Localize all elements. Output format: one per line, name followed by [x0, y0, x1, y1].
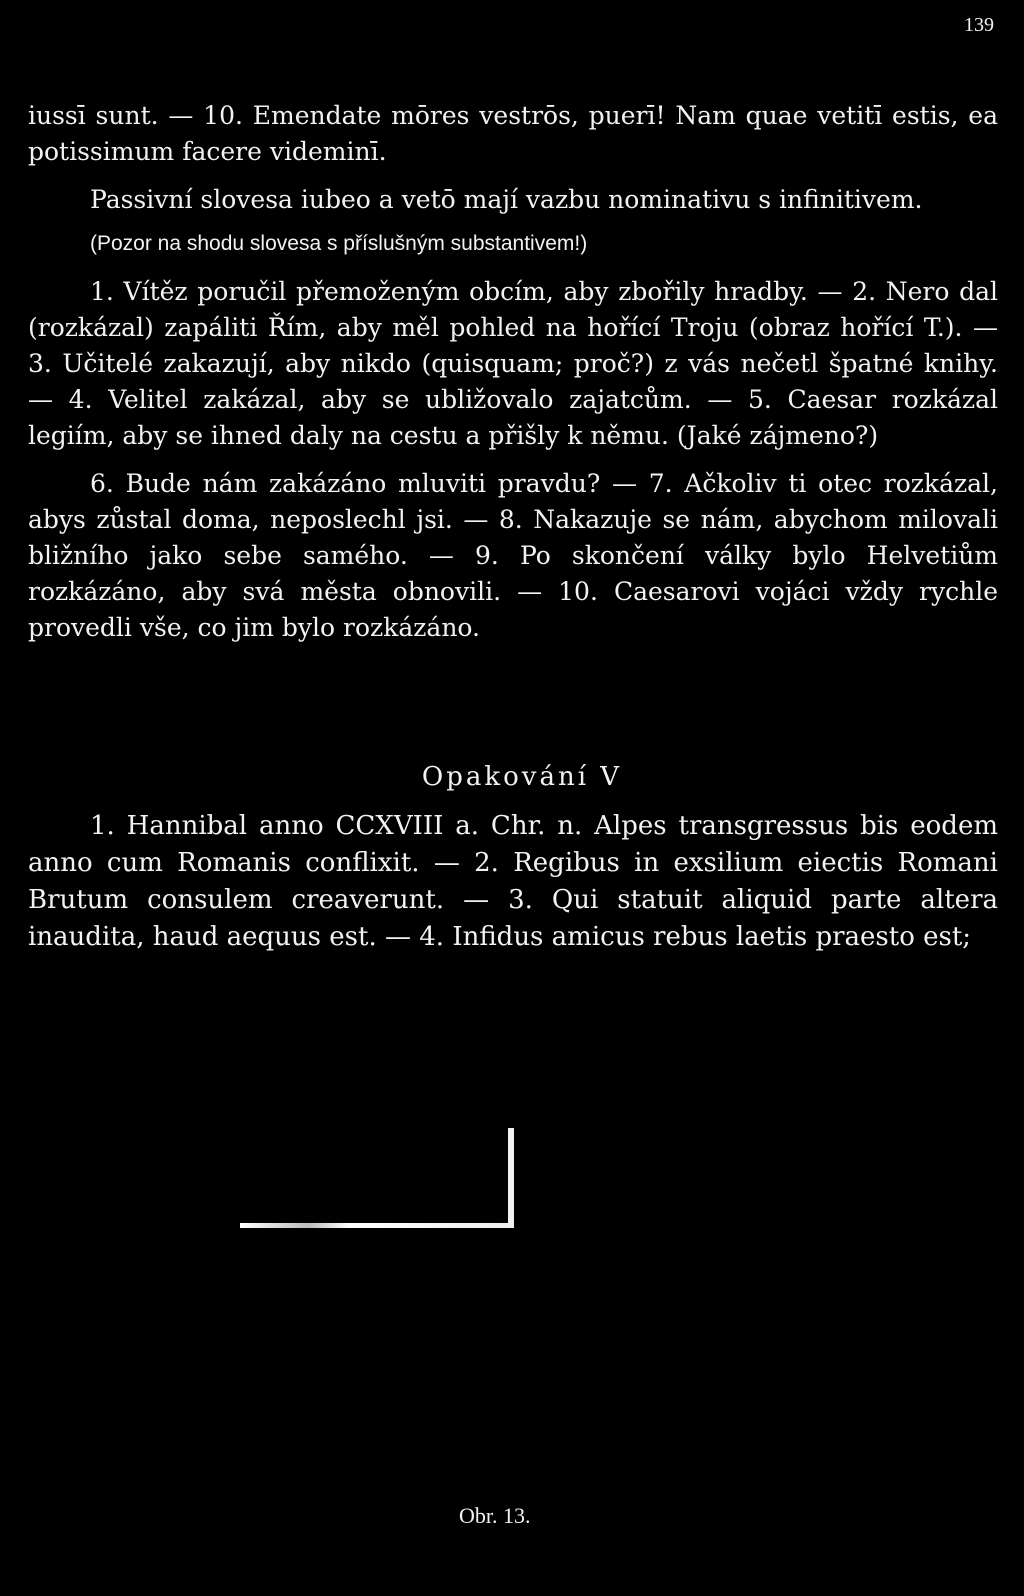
figure-caption: Obr. 13.	[459, 1503, 531, 1528]
page-number: 139	[964, 14, 994, 36]
review-text-block	[28, 808, 998, 956]
paragraph-1: iussī sunt. — 10. Emendate mōres vestrōs, puerī! Nam quae vetitī estis, ea potissimum facere videminī.	[28, 101, 998, 166]
paragraph-2: Passivní slovesa iubeo a vetō mají vazbu nominativu s infinitivem.	[90, 185, 923, 214]
figure-13	[240, 1128, 520, 1248]
paragraph-4-exercises: 1. Vítěz poručil přemoženým obcím, aby zbořily hradby. — 2. Nero dal (rozkázal) zapáliti Řím, aby měl pohled na hořící Troju (obraz hořící T.). — 3. Učitelé zakazují, aby nikdo (quisquam; proč?) z vás nečetl špatné knihy. — 4. Velitel zakázal, aby se ubližovalo zajatcům. — 5. Caesar rozkázal legiím, aby se ihned daly na cestu a přišly k němu. (Jaké zájmeno?)	[28, 277, 998, 450]
paragraph-3-note: (Pozor na shodu slovesa s příslušným substantivem!)	[90, 232, 588, 255]
review-paragraph: 1. Hannibal anno CCXVIII a. Chr. n. Alpes transgressus bis eodem anno cum Romanis conflixit. — 2. Regibus in exsilium eiectis Romani Brutum consulem creaverunt. — 3. Qui statuit aliquid parte altera inaudita, haud aequus est. — 4. Infidus amicus rebus laetis praesto est;	[28, 811, 998, 952]
section-title: Opakování V	[421, 762, 623, 792]
paragraph-5-exercises: 6. Bude nám zakázáno mluviti pravdu? — 7. Ačkoliv ti otec rozkázal, abys zůstal doma, neposlechl jsi. — 8. Nakazuje se nám, abychom milovali bližního jako sebe samého. — 9. Po skončení války bylo Helvetiům rozkázáno, aby svá města obnovili. — 10. Caesarovi vojáci vždy rychle provedli vše, co jim bylo rozkázáno.	[28, 469, 998, 642]
figure-horizontal-line	[240, 1223, 514, 1228]
main-text	[28, 98, 998, 646]
figure-vertical-line	[508, 1128, 514, 1226]
